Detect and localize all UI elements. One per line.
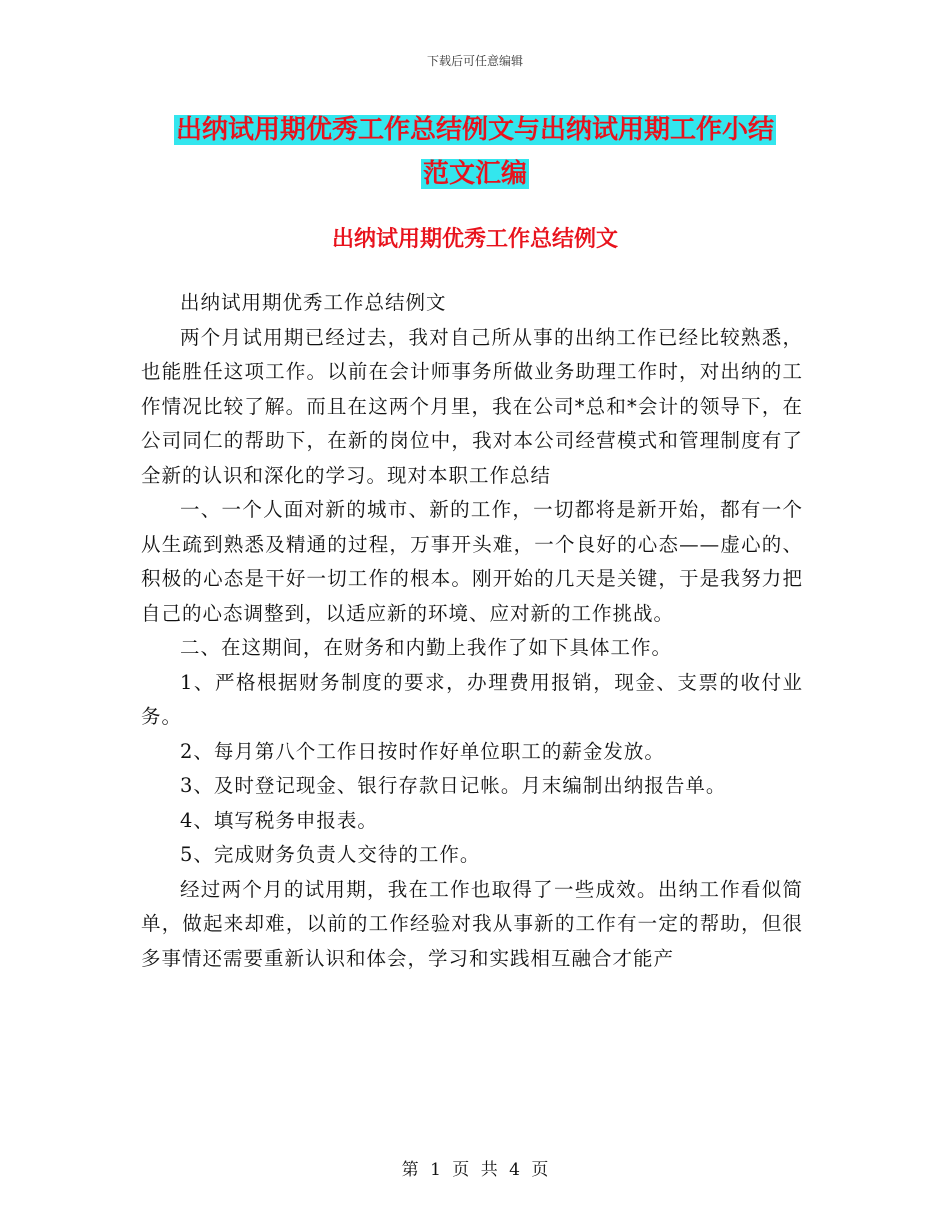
paragraph: 经过两个月的试用期，我在工作也取得了一些成效。出纳工作看似简单，做起来却难，以前的工作经验对我从事新的工作有一定的帮助，但很多事情还需要重新认识和体会，学习和实践相互融合才能产 (141, 877, 803, 970)
paragraph: 出纳试用期优秀工作总结例文 (180, 291, 447, 314)
paragraph: 2、每月第八个工作日按时作好单位职工的薪金发放。 (180, 739, 665, 763)
body-text (141, 286, 803, 976)
section-title: 出纳试用期优秀工作总结例文 (331, 227, 618, 252)
header-note: 下载后可任意编辑 (426, 54, 523, 68)
paragraph: 一、一个人面对新的城市、新的工作，一切都将是新开始，都有一个从生疏到熟悉及精通的过程，万事开头难，一个良好的心态——虚心的、积极的心态是干好一切工作的根本。刚开始的几天是关键，于是我努力把自己的心态调整到，以适应新的环境、应对新的工作挑战。 (141, 498, 803, 625)
paragraph: 3、及时登记现金、银行存款日记帐。月末编制出纳报告单。 (180, 774, 727, 797)
document-title-line-1: 出纳试用期优秀工作总结例文与出纳试用期工作小结 (175, 115, 774, 145)
paragraph: 两个月试用期已经过去，我对自己所从事的出纳工作已经比较熟悉，也能胜任这项工作。以前在会计师事务所做业务助理工作时，对出纳的工作情况比较了解。而且在这两个月里，我在公司*总和*会计的领导下，在公司同仁的帮助下，在新的岗位中，我对本公司经营模式和管理制度有了全新的认识和深化的学习。现对本职工作总结 (141, 325, 803, 487)
paragraph: 1、严格根据财务制度的要求，办理费用报销，现金、支票的收付业务。 (141, 670, 803, 728)
paragraph: 4、填写税务申报表。 (180, 808, 378, 832)
document-title-line-2: 范文汇编 (422, 159, 527, 189)
document-title (140, 108, 810, 196)
page-footer: 第 1 页 共 4 页 (401, 1160, 549, 1180)
paragraph: 5、完成财务负责人交待的工作。 (180, 843, 481, 866)
paragraph: 二、在这期间，在财务和内勤上我作了如下具体工作。 (180, 636, 673, 659)
